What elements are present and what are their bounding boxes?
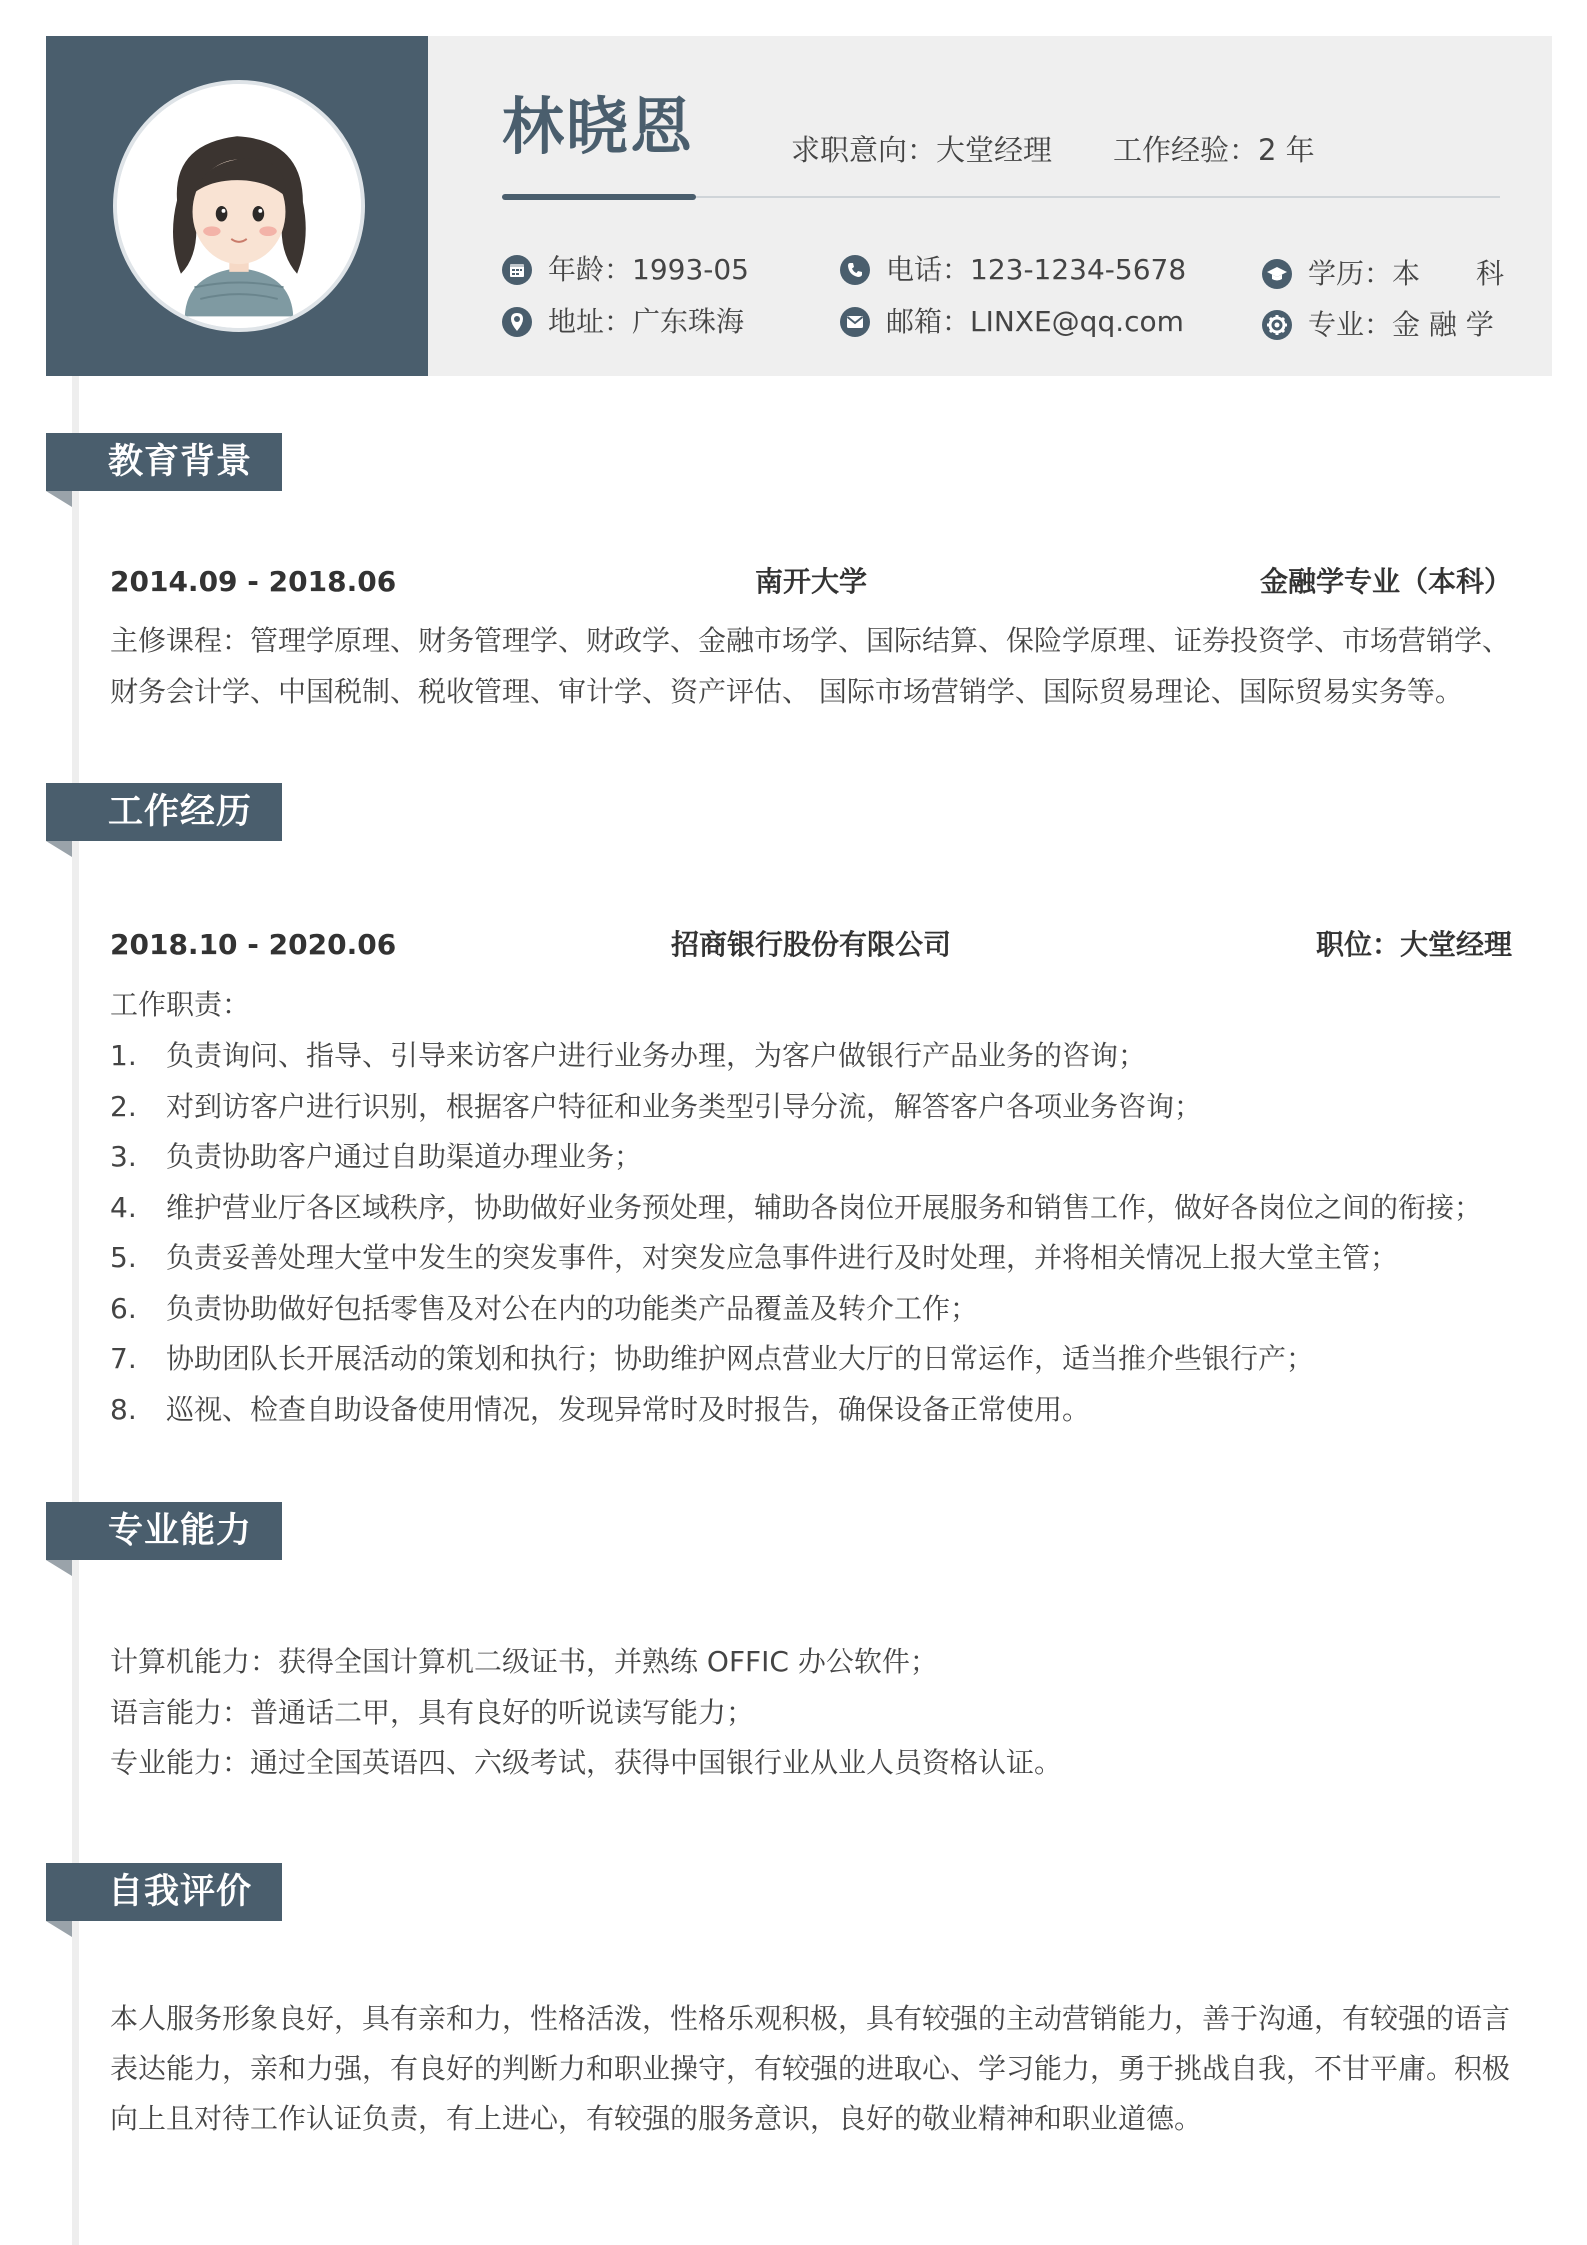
- calendar-icon: [502, 255, 532, 285]
- education-school: 南开大学: [754, 565, 867, 598]
- age-text: 年龄：1993-05: [548, 253, 749, 286]
- candidate-name: 林晓恩: [502, 90, 695, 163]
- avatar-illustration: [117, 84, 361, 328]
- section-tag-fold: [46, 1560, 72, 1576]
- info-address: [502, 302, 744, 342]
- education-degree: 金融学专业（本科）: [1259, 565, 1512, 598]
- duty-item: 5. 负责妥善处理大堂中发生的突发事件，对突发应急事件进行及时处理，并将相关情况上报大堂主管；: [110, 1241, 1399, 1274]
- duty-item: 4. 维护营业厅各区域秩序，协助做好业务预处理，辅助各岗位开展服务和销售工作，做好各岗位之间的衔接；: [110, 1191, 1483, 1224]
- self-evaluation-line: 表达能力，亲和力强，有良好的判断力和职业操守，有较强的进取心、学习能力，勇于挑战自我，不甘平庸。积极: [110, 2052, 1511, 2085]
- education-courses-line: 主修课程：管理学原理、财务管理学、财政学、金融市场学、国际结算、保险学原理、证券投资学、市场营销学、: [110, 624, 1511, 657]
- address-text: 地址：广东珠海: [548, 305, 745, 338]
- phone-icon: [840, 255, 870, 285]
- graduation-cap-icon: [1262, 259, 1292, 289]
- major-text: 专业：金 融 学: [1308, 308, 1494, 341]
- info-education: [1262, 254, 1504, 294]
- education-text: 学历：本 科: [1308, 257, 1505, 290]
- duty-item: 7. 协助团队长开展活动的策划和执行；协助维护网点营业大厅的日常运作，适当推介些银行产；: [110, 1342, 1315, 1375]
- info-age: [502, 250, 749, 290]
- section-tag-fold: [46, 841, 72, 857]
- avatar: [113, 80, 365, 332]
- self-evaluation-line: 本人服务形象良好，具有亲和力，性格活泼，性格乐观积极，具有较强的主动营销能力，善于沟通，有较强的语言: [110, 2002, 1511, 2035]
- section-title-education: 教育背景: [46, 433, 282, 491]
- skill-line: 计算机能力：获得全国计算机二级证书，并熟练 OFFIC 办公软件；: [110, 1645, 938, 1678]
- skill-line: 语言能力：普通话二甲，具有良好的听说读写能力；: [110, 1696, 755, 1729]
- education-courses-line: 财务会计学、中国税制、税收管理、审计学、资产评估、 国际市场营销学、国际贸易理论、国际贸易实务等。: [110, 675, 1463, 708]
- location-pin-icon: [502, 307, 532, 337]
- work-period: 2018.10 - 2020.06: [110, 928, 397, 961]
- work-duties-label: 工作职责：: [110, 988, 251, 1021]
- skill-line: 专业能力：通过全国英语四、六级考试，获得中国银行业从业人员资格认证。: [110, 1746, 1063, 1779]
- section-tag-fold: [46, 1921, 72, 1937]
- phone-text: 电话：123-1234-5678: [886, 253, 1187, 286]
- duty-item: 1. 负责询问、指导、引导来访客户进行业务办理，为客户做银行产品业务的咨询；: [110, 1039, 1147, 1072]
- work-experience-years: 工作经验：2 年: [1113, 133, 1315, 167]
- duty-item: 3. 负责协助客户通过自助渠道办理业务；: [110, 1140, 643, 1173]
- email-text: 邮箱：LINXE@qq.com: [886, 305, 1184, 338]
- section-title-work: 工作经历: [46, 783, 282, 841]
- section-title-skills: 专业能力: [46, 1502, 282, 1560]
- self-evaluation-line: 向上且对待工作认证负责，有上进心，有较强的服务意识，良好的敬业精神和职业道德。: [110, 2102, 1203, 2135]
- duty-item: 6. 负责协助做好包括零售及对公在内的功能类产品覆盖及转介工作；: [110, 1292, 979, 1325]
- section-tag-fold: [46, 491, 72, 507]
- duty-item: 2. 对到访客户进行识别，根据客户特征和业务类型引导分流，解答客户各项业务咨询；: [110, 1090, 1203, 1123]
- work-position: 职位：大堂经理: [1315, 928, 1512, 961]
- education-entry-header: [110, 562, 1512, 602]
- work-company: 招商银行股份有限公司: [670, 928, 951, 961]
- header-divider-accent: [502, 194, 696, 200]
- job-intent: 求职意向：大堂经理: [791, 133, 1053, 167]
- info-email: [840, 302, 1184, 342]
- gear-icon: [1262, 310, 1292, 340]
- info-major: [1262, 305, 1494, 345]
- timeline-line: [72, 376, 79, 2245]
- education-period: 2014.09 - 2018.06: [110, 565, 397, 598]
- duty-item: 8. 巡视、检查自助设备使用情况，发现异常时及时报告，确保设备正常使用。: [110, 1393, 1091, 1426]
- section-title-self-evaluation: 自我评价: [46, 1863, 282, 1921]
- info-phone: [840, 250, 1186, 290]
- mail-icon: [840, 307, 870, 337]
- work-entry-header: [110, 925, 1512, 965]
